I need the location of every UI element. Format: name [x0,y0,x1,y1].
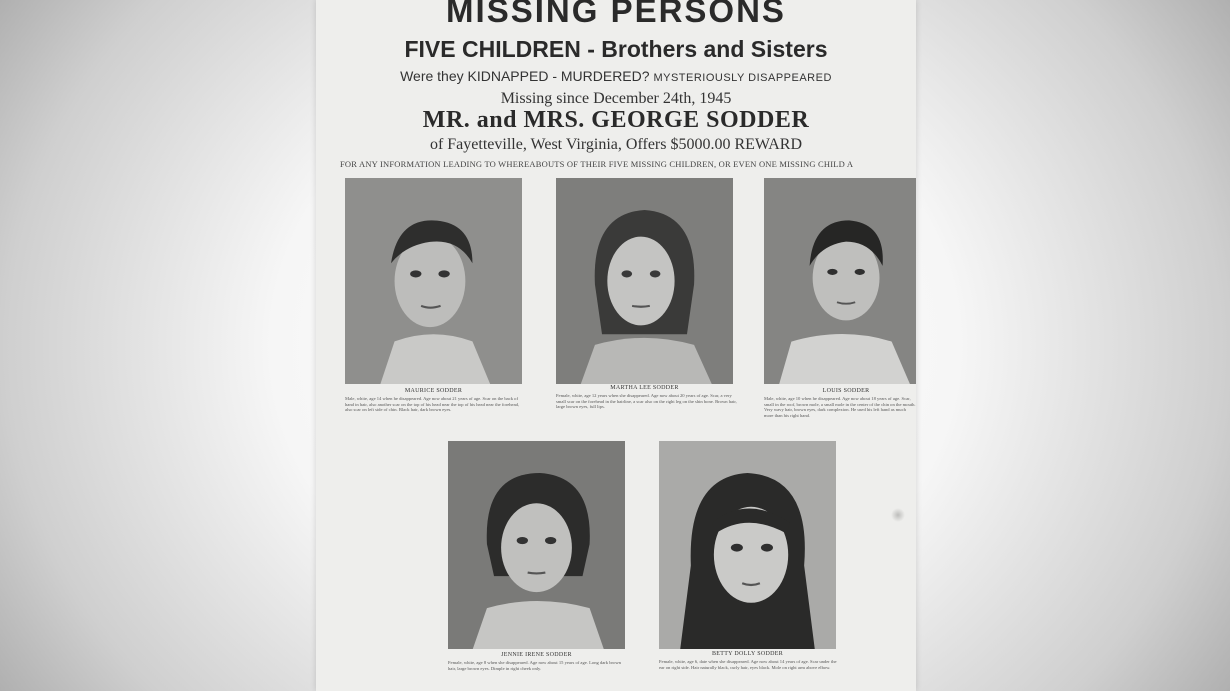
question-small: MYSTERIOUSLY DISAPPEARED [653,72,832,84]
caption-jennie: JENNIE IRENE SODDER [501,652,572,658]
photo-jennie [448,441,625,649]
caption-louis: LOUIS SODDER [822,388,870,394]
caption-martha: MARTHA LEE SODDER [610,385,679,391]
description-jennie: Female, white, age 8 when she disappeared. Age now about 15 years of age. Long dark brown hair, large brown eyes. Dimple in right cheek only. [448,660,621,671]
reward-line: of Fayetteville, West Virginia, Offers $5000.00 REWARD [429,136,803,153]
description-martha: Female, white, age 12 years when she disappeared. Age now about 20 years of age. Scar, a very small scar on the forehead in the hairline, a scar also on the right leg on the shin bone. Brown hair, large brown eyes, full lips. [556,393,737,410]
info-line: FOR ANY INFORMATION LEADING TO WHEREABOUTS OF THEIR FIVE MISSING CHILDREN, OR EVEN ONE MISSING CHILD A [340,159,854,169]
missing-since: Missing since December 24th, 1945 [500,90,732,107]
poster-subtitle: FIVE CHILDREN - Brothers and Sisters [404,36,828,62]
description-betty: Female, white, age 6, date when she disappeared. Age now about 14 years of age. Scar under the ear on right side. Hair naturally black, curly hair, eyes black. Mole on right arm above elbow. [659,659,837,670]
photo-maurice [345,178,522,384]
missing-persons-poster [316,0,916,691]
parents-name: MR. and MRS. GEORGE SODDER [422,107,810,133]
caption-maurice: MAURICE SODDER [404,388,463,394]
paper-smudge [891,508,905,522]
photo-martha [556,178,733,384]
description-louis: Male, white, age 10 when he disappeared. Age now about 18 years of age. Scar, small in the roof, brown mole, a small mole in the center of the chin on the mouth. Very wavy hair, brown eyes, dark complexion. He used his left hand as much more than his right hand. [764,396,916,418]
description-maurice: Male, white, age 14 when he disappeared. Age now about 21 years of age. Scar on the back of hand in hair, also another scar on the top of his head near the top of his head near the forehead, also scar on left side of chin. Black hair, dark brown eyes. [345,396,520,413]
question-main: Were they KIDNAPPED - MURDERED? [400,68,650,84]
caption-betty: BETTY DOLLY SODDER [711,651,784,657]
photo-betty [659,441,836,649]
poster-question [316,68,916,84]
photo-louis [764,178,916,384]
poster-title: MISSING PERSONS [446,0,786,29]
